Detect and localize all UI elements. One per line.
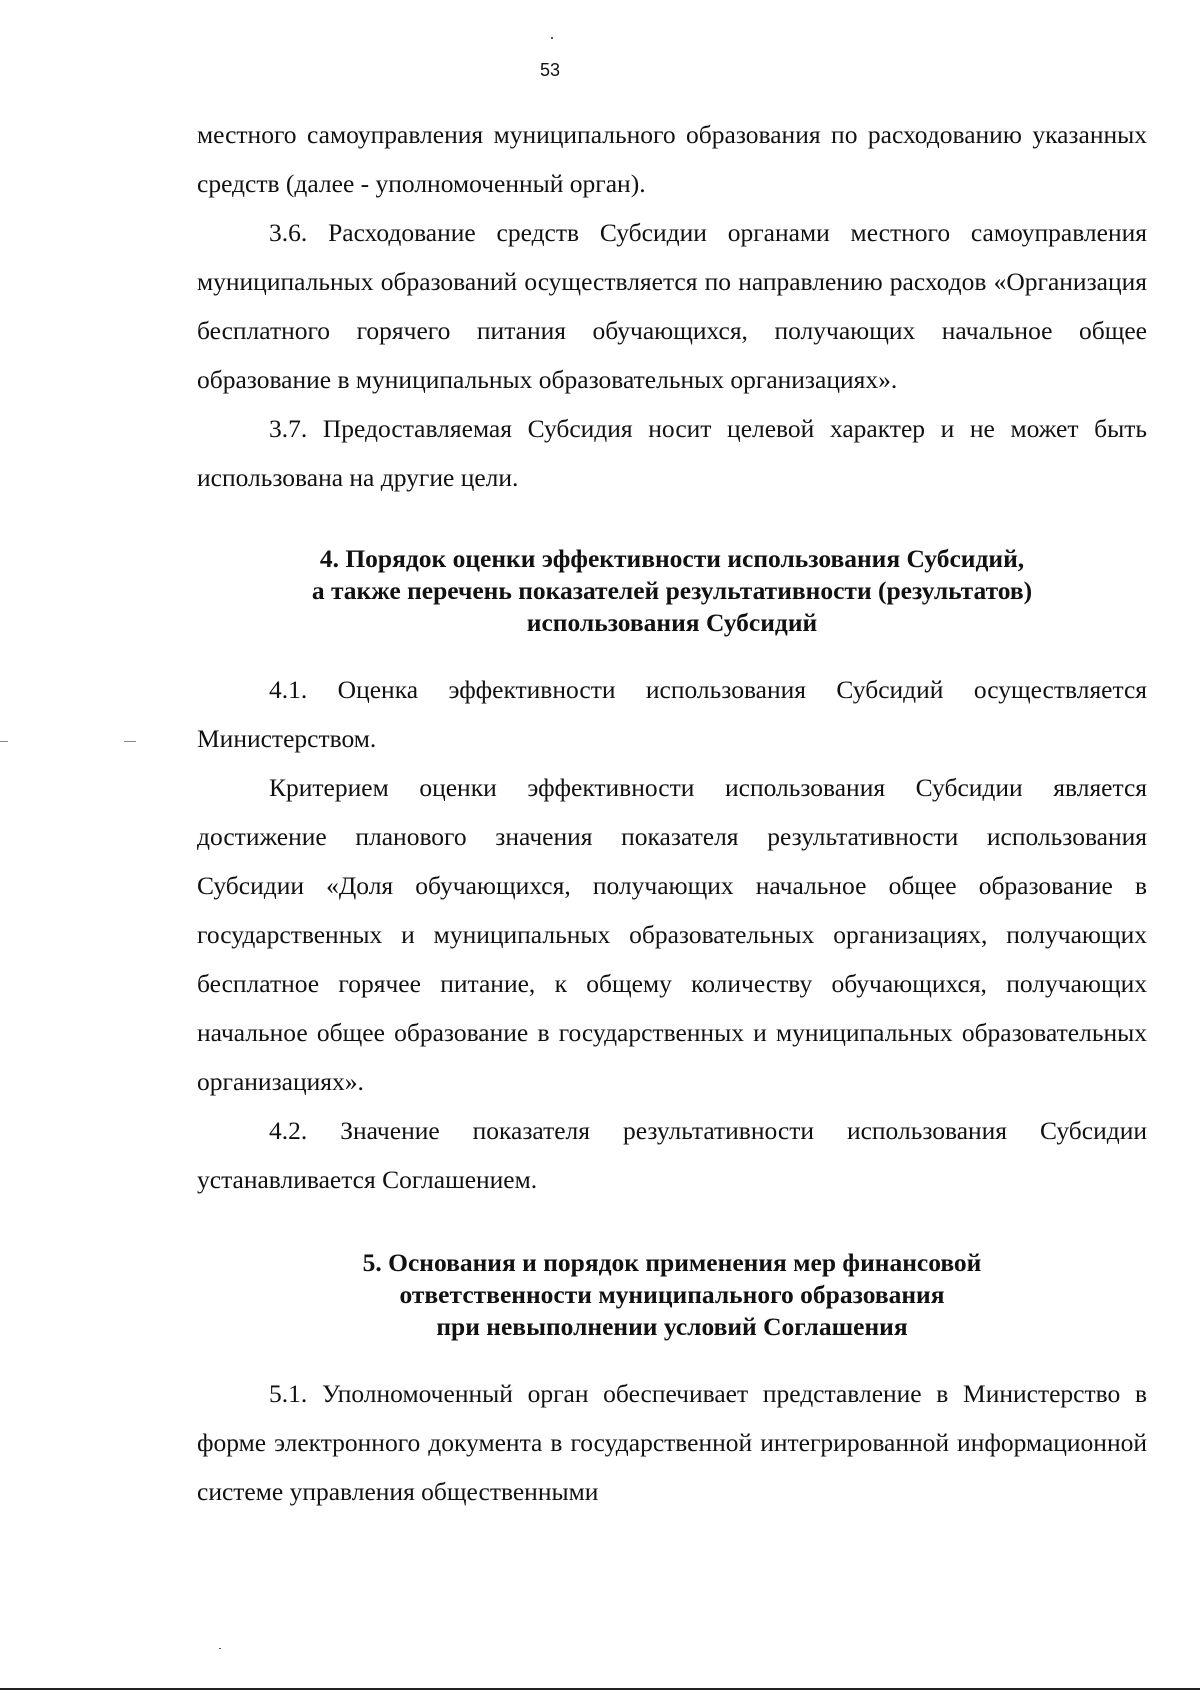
section-5-heading bbox=[197, 1247, 1147, 1343]
scan-dash-left-1 bbox=[0, 741, 8, 742]
section-4-heading bbox=[197, 543, 1147, 639]
paragraph-5-1: 5.1. Уполномоченный орган обеспечивает представление в Министерство в форме электронного документа в государственной интегрированной информационной системе управления общественными bbox=[197, 1379, 1147, 1506]
bottom-edge-rule bbox=[0, 1688, 1200, 1690]
page-number: 53 bbox=[539, 60, 561, 80]
paragraph-3-6: 3.6. Расходование средств Субсидии органами местного самоуправления муниципальных образований осуществляется по направлению расходов «Организация бесплатного горячего питания обучающихся, получающих начальное общее образование в муниципальных образовательных организациях». bbox=[197, 218, 1147, 394]
paragraph-4-2: 4.2. Значение показателя результативности использования Субсидии устанавливается Соглашением. bbox=[197, 1116, 1147, 1194]
section-5-heading-line-1: 5. Основания и порядок применения мер финансовой bbox=[362, 1248, 982, 1277]
section-5-heading-line-2: ответственности муниципального образования bbox=[399, 1280, 945, 1309]
section-5-heading-line-3: при невыполнении условий Соглашения bbox=[436, 1312, 908, 1341]
paragraph-intro: местного самоуправления муниципального образования по расходованию указанных средств (далее - уполномоченный орган). bbox=[197, 120, 1147, 198]
paragraph-criterion: Критерием оценки эффективности использования Субсидии является достижение планового значения показателя результативности использования Субсидии «Доля обучающихся, получающих начальное общее образование в государственных и муниципальных образовательных организациях, получающих бесплатное горячее питание, к общему количеству обучающихся, получающих начальное общее образование в государственных и муниципальных образовательных организациях». bbox=[197, 773, 1147, 1096]
section-4-heading-line-3: использования Субсидий bbox=[526, 608, 818, 637]
document-body bbox=[197, 110, 1147, 1516]
section-4-heading-line-1: 4. Порядок оценки эффективности использования Субсидий, bbox=[319, 544, 1025, 573]
paragraph-3-7: 3.7. Предоставляемая Субсидия носит целевой характер и не может быть использована на другие цели. bbox=[197, 414, 1147, 492]
paragraph-4-1: 4.1. Оценка эффективности использования Субсидий осуществляется Министерством. bbox=[197, 675, 1147, 753]
scan-dot-bottom bbox=[219, 1648, 221, 1649]
scan-dash-left-2 bbox=[124, 741, 136, 742]
section-4-heading-line-2: а также перечень показателей результативности (результатов) bbox=[311, 576, 1033, 605]
scan-dot-top bbox=[551, 37, 553, 39]
